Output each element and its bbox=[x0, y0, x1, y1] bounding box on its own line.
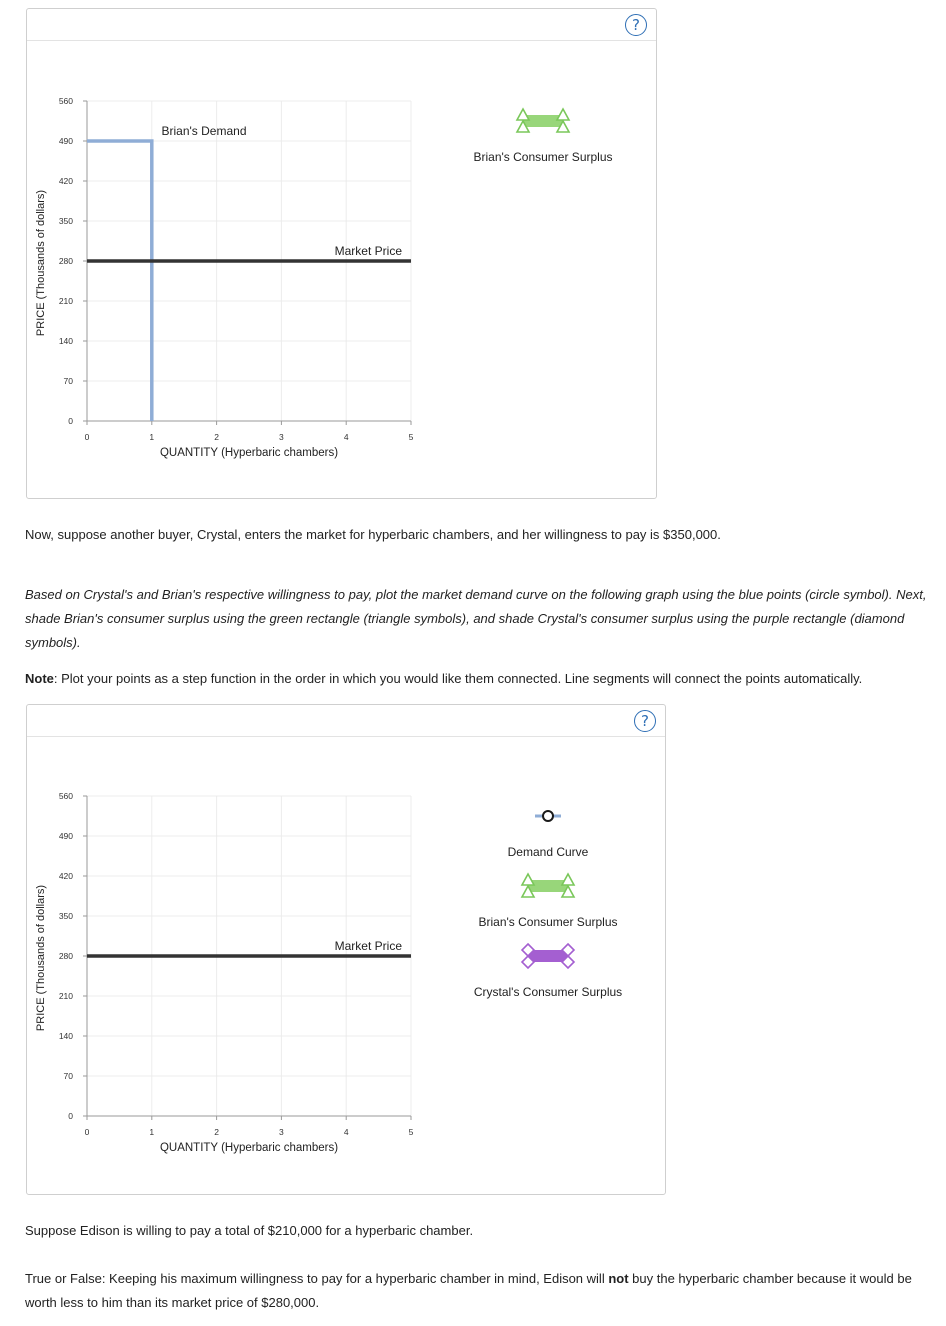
x-tick-label: 3 bbox=[279, 1127, 284, 1137]
x-tick-label: 3 bbox=[279, 432, 284, 442]
x-axis-title: QUANTITY (Hyperbaric chambers) bbox=[159, 1142, 339, 1154]
demand-curve-icon bbox=[535, 811, 561, 821]
note-text bbox=[25, 667, 930, 691]
instructions-text bbox=[25, 583, 930, 655]
true-false-question bbox=[25, 1267, 930, 1315]
green-rectangle-fill bbox=[523, 115, 563, 127]
x-axis-title: QUANTITY (Hyperbaric chambers) bbox=[159, 447, 339, 459]
x-tick-label: 0 bbox=[84, 1127, 90, 1137]
y-tick-label: 490 bbox=[58, 831, 73, 841]
y-tick-label: 420 bbox=[58, 871, 73, 881]
market-price-label: Market Price bbox=[334, 244, 402, 258]
y-tick-label: 350 bbox=[58, 216, 73, 226]
x-tick-label: 1 bbox=[149, 1127, 155, 1137]
x-tick-label: 1 bbox=[149, 432, 155, 442]
purple-rectangle-fill bbox=[528, 950, 568, 962]
x-tick-label: 4 bbox=[343, 432, 349, 442]
green-rectangle-icon bbox=[522, 874, 574, 897]
y-tick-label: 140 bbox=[58, 1031, 73, 1041]
purple-rectangle-icon bbox=[522, 944, 574, 968]
edison-intro-text: Suppose Edison is willing to pay a total of $210,000 for a hyperbaric chamber. bbox=[25, 1223, 474, 1238]
y-axis-title: PRICE (Thousands of dollars) bbox=[35, 189, 47, 337]
market-price-label: Market Price bbox=[334, 939, 402, 953]
crystal-intro-text: Now, suppose another buyer, Crystal, enters the market for hyperbaric chambers, and her willingness to pay is $350,000. bbox=[25, 527, 721, 542]
y-tick-label: 280 bbox=[58, 951, 73, 961]
green-rectangle-fill bbox=[528, 880, 568, 892]
tf-part-2: buy the hyperbaric chamber because it would be worth less to him than its market price of $280,000. bbox=[25, 1271, 912, 1310]
note-body: : Plot your points as a step function in the order in which you would like them connected. Line segments will connect the points automatically. bbox=[53, 671, 863, 686]
y-tick-label: 490 bbox=[58, 136, 73, 146]
y-tick-label: 210 bbox=[58, 296, 73, 306]
triangle-marker bbox=[562, 874, 574, 885]
graph-1-canvas bbox=[0, 0, 946, 510]
help-icon[interactable]: ? bbox=[625, 14, 647, 36]
x-tick-label: 4 bbox=[343, 1127, 349, 1137]
legend-brian-consumer-surplus: Brian's Consumer Surplus bbox=[478, 915, 618, 929]
y-tick-label: 560 bbox=[58, 791, 73, 801]
y-tick-label: 560 bbox=[58, 96, 73, 106]
x-tick-label: 2 bbox=[214, 432, 219, 442]
y-axis-title: PRICE (Thousands of dollars) bbox=[35, 884, 47, 1032]
circle-marker bbox=[543, 811, 553, 821]
brian-demand-label: Brian's Demand bbox=[161, 124, 247, 138]
legend-brian-consumer-surplus: Brian's Consumer Surplus bbox=[473, 150, 613, 164]
help-icon[interactable]: ? bbox=[634, 710, 656, 732]
brian-demand-line bbox=[87, 141, 152, 421]
y-tick-label: 0 bbox=[68, 1111, 73, 1121]
x-tick-label: 5 bbox=[408, 1127, 414, 1137]
triangle-marker bbox=[557, 109, 569, 120]
x-tick-label: 2 bbox=[214, 1127, 219, 1137]
x-tick-label: 0 bbox=[84, 432, 90, 442]
tf-part-1: True or False: Keeping his maximum willingness to pay for a hyperbaric chamber in mind, Edison will bbox=[25, 1271, 609, 1286]
triangle-marker bbox=[522, 874, 534, 885]
legend-crystal-consumer-surplus: Crystal's Consumer Surplus bbox=[473, 985, 623, 999]
note-label: Note bbox=[25, 671, 54, 686]
y-tick-label: 350 bbox=[58, 911, 73, 921]
graph-2-canvas bbox=[0, 695, 946, 1205]
legend-demand-curve: Demand Curve bbox=[507, 845, 589, 859]
y-tick-label: 280 bbox=[58, 256, 73, 266]
tf-bold-not: not bbox=[608, 1271, 629, 1286]
triangle-marker bbox=[517, 109, 529, 120]
y-tick-label: 70 bbox=[63, 376, 73, 386]
x-tick-label: 5 bbox=[408, 432, 414, 442]
instructions-italic: Based on Crystal's and Brian's respective willingness to pay, plot the market demand curve on the following graph using the blue points (circle symbol). Next, shade Brian's consumer surplus using the green rectangle (triangle symbols), and shade Crystal's consumer surplus using the purple rectangle (diamond symbols). bbox=[25, 587, 927, 650]
y-tick-label: 70 bbox=[63, 1071, 73, 1081]
y-tick-label: 0 bbox=[68, 416, 73, 426]
y-tick-label: 420 bbox=[58, 176, 73, 186]
y-tick-label: 210 bbox=[58, 991, 73, 1001]
y-tick-label: 140 bbox=[58, 336, 73, 346]
green-rectangle-icon bbox=[517, 109, 569, 132]
